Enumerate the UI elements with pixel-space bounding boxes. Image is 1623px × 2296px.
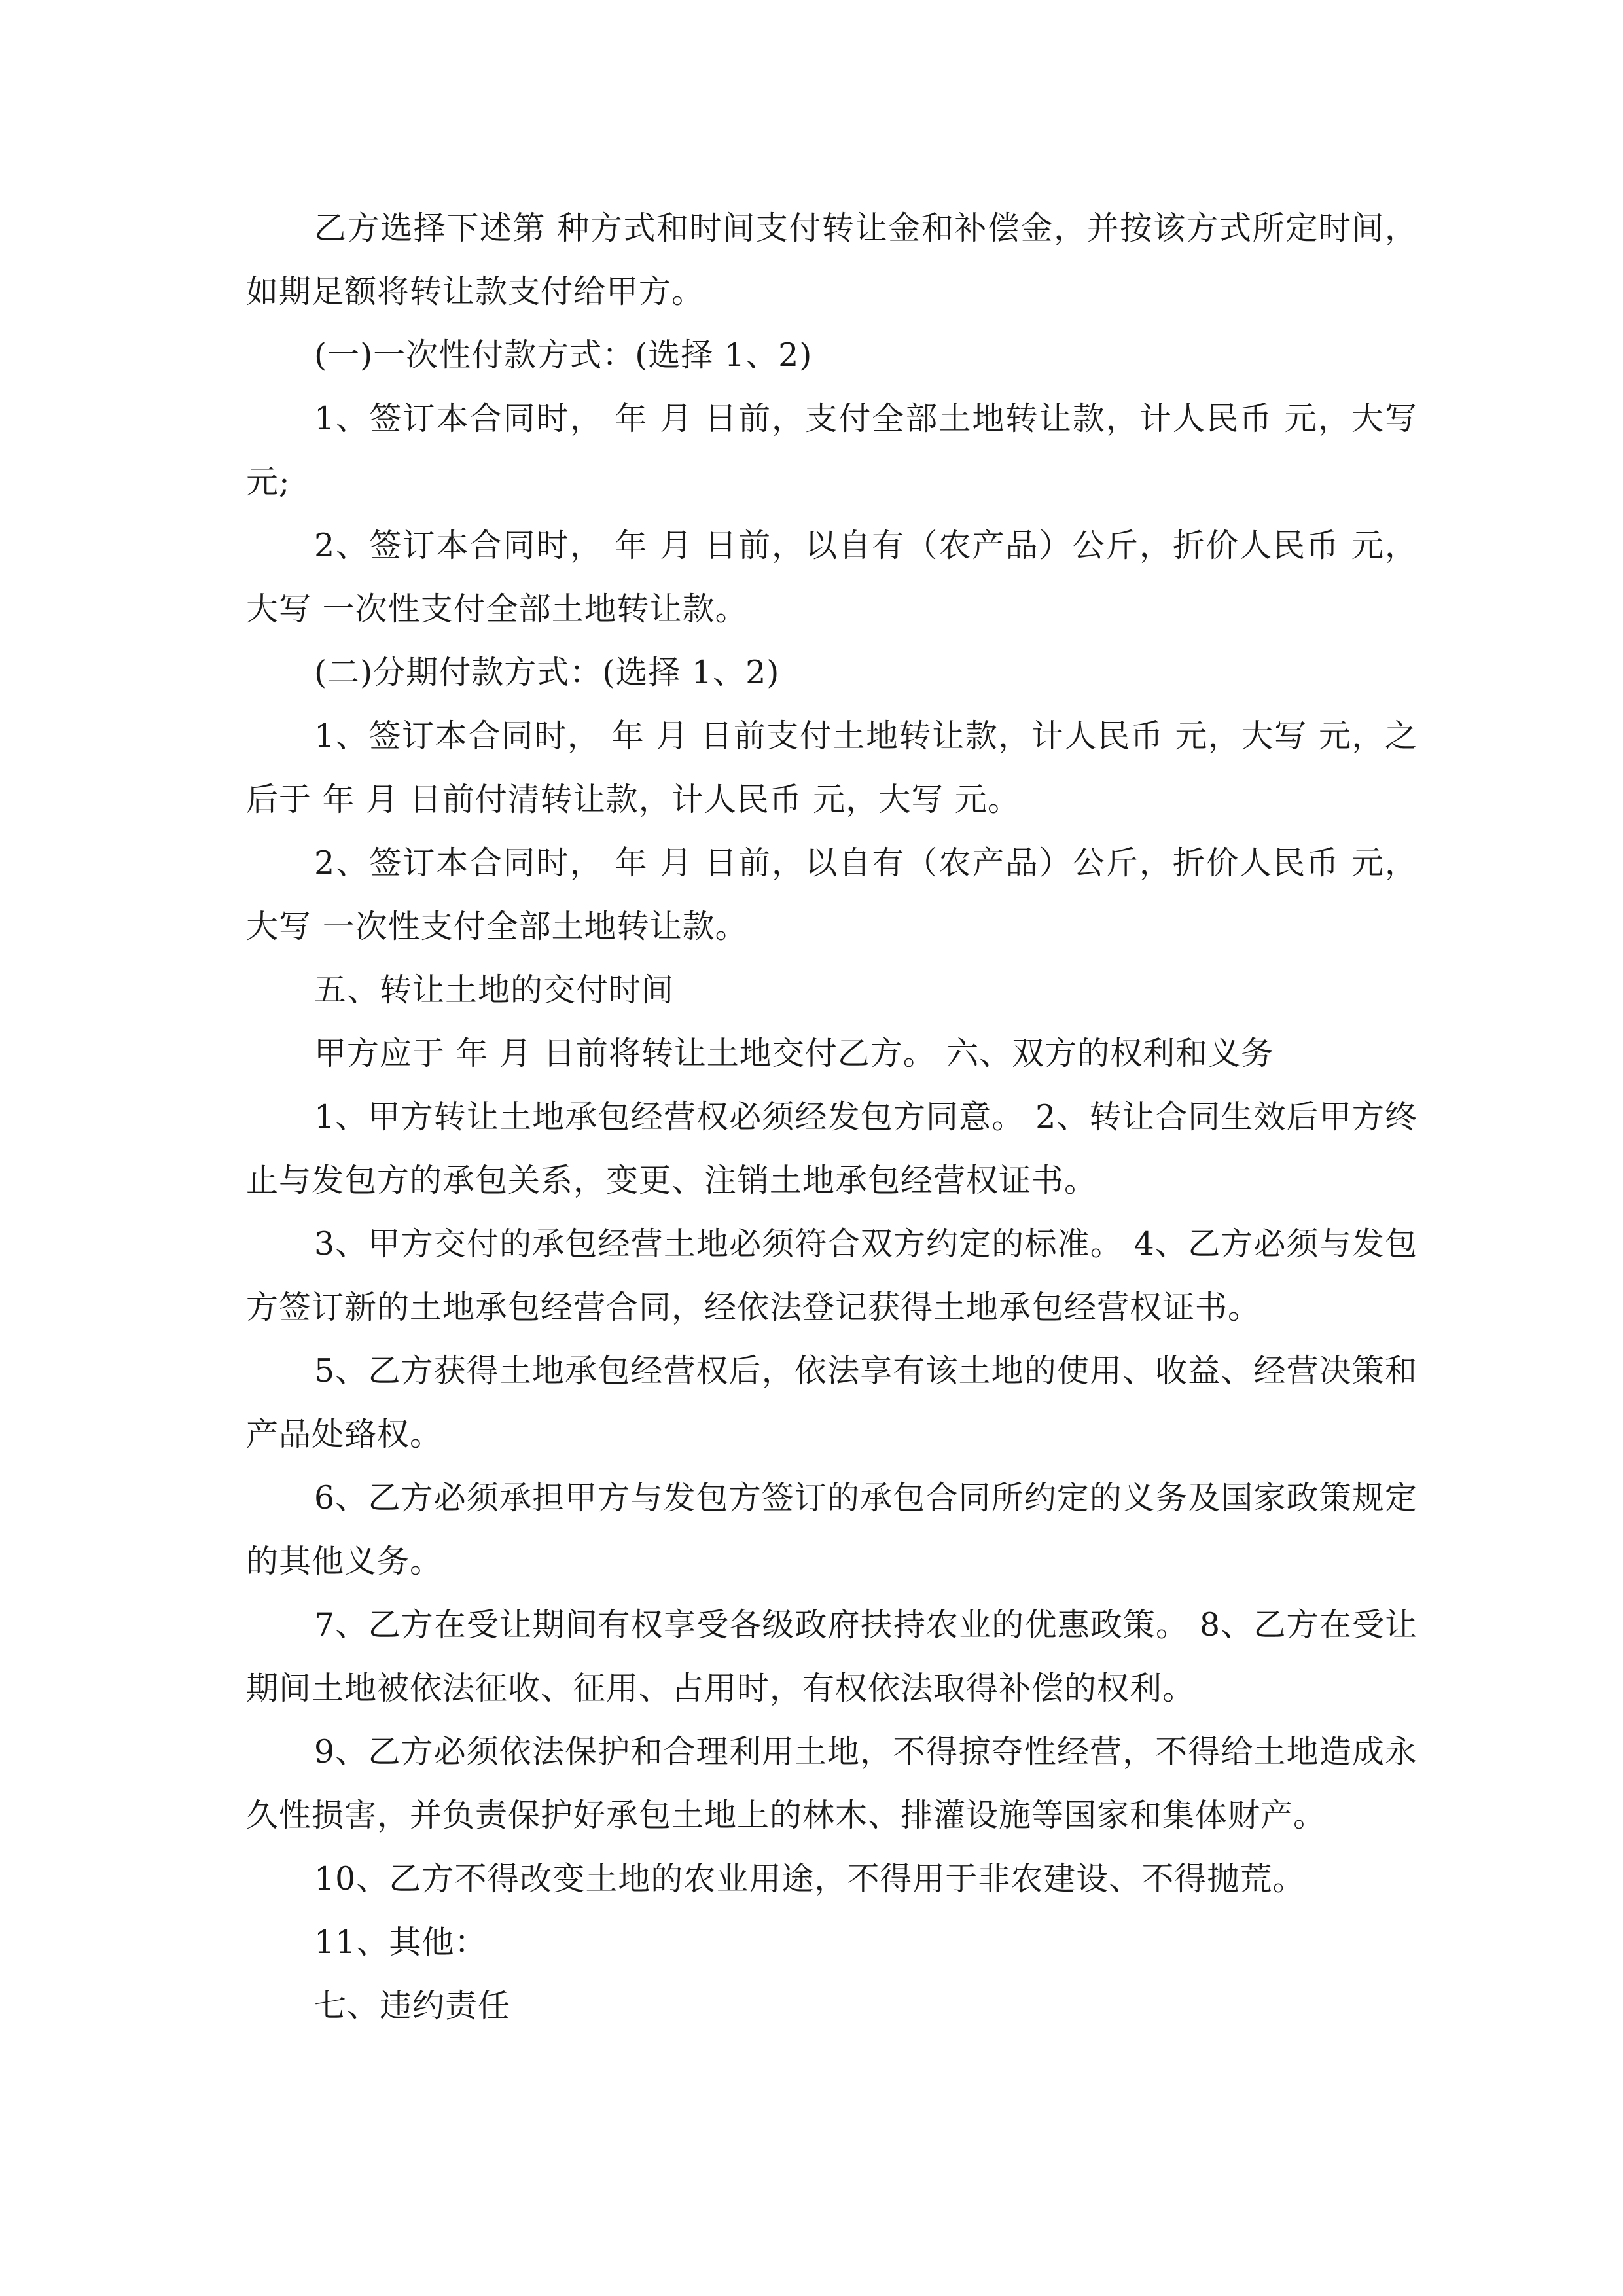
paragraph-lump-sum-option-1: 1、签订本合同时， 年 月 日前，支付全部土地转让款，计人民币 元，大写 元; — [246, 400, 1418, 501]
paragraph-rights-1-2: 1、甲方转让土地承包经营权必须经发包方同意。 2、转让合同生效后甲方终止与发包方的承包关系，变更、注销土地承包经营权证书。 — [246, 1098, 1418, 1199]
paragraph-delivery-and-rights-heading: 甲方应于 年 月 日前将转让土地交付乙方。 六、双方的权利和义务 — [314, 1035, 1274, 1072]
paragraph-installment-option-1: 1、签订本合同时， 年 月 日前支付土地转让款，计人民币 元，大写 元，之后于 年 月 日前付清转让款，计人民币 元，大写 元。 — [246, 717, 1418, 818]
section-heading-delivery-time: 五、转让土地的交付时间 — [314, 971, 675, 1009]
paragraph-installment-option-2: 2、签订本合同时， 年 月 日前，以自有（农产品）公斤，折价人民币 元，大写 一次性支付全部土地转让款。 — [246, 844, 1418, 945]
document-page — [246, 196, 1418, 2037]
paragraph-rights-3-4: 3、甲方交付的承包经营土地必须符合双方约定的标准。 4、乙方必须与发包方签订新的土地承包经营合同，经依法登记获得土地承包经营权证书。 — [246, 1225, 1418, 1326]
paragraph-rights-5: 5、乙方获得土地承包经营权后，依法享有该土地的使用、收益、经营决策和产品处臵权。 — [246, 1352, 1418, 1453]
paragraph-rights-10: 10、乙方不得改变土地的农业用途，不得用于非农建设、不得抛荒。 — [314, 1860, 1306, 1897]
paragraph-rights-6: 6、乙方必须承担甲方与发包方签订的承包合同所约定的义务及国家政策规定的其他义务。 — [246, 1479, 1418, 1580]
paragraph-lump-sum-option-2: 2、签订本合同时， 年 月 日前，以自有（农产品）公斤，折价人民币 元，大写 一次性支付全部土地转让款。 — [246, 527, 1418, 628]
paragraph-payment-choice: 乙方选择下述第 种方式和时间支付转让金和补偿金，并按该方式所定时间，如期足额将转让款支付给甲方。 — [246, 209, 1418, 310]
paragraph-rights-9: 9、乙方必须依法保护和合理利用土地，不得掠夺性经营，不得给土地造成永久性损害，并负责保护好承包土地上的林木、排灌设施等国家和集体财产。 — [246, 1733, 1418, 1834]
paragraph-lump-sum-heading: (一)一次性付款方式：(选择 1、2) — [314, 336, 813, 374]
paragraph-installment-heading: (二)分期付款方式：(选择 1、2) — [314, 654, 780, 691]
section-heading-breach-liability: 七、违约责任 — [314, 1987, 511, 2024]
paragraph-rights-7-8: 7、乙方在受让期间有权享受各级政府扶持农业的优惠政策。 8、乙方在受让期间土地被依法征收、征用、占用时，有权依法取得补偿的权利。 — [246, 1606, 1418, 1707]
paragraph-rights-11: 11、其他： — [314, 1924, 488, 1961]
